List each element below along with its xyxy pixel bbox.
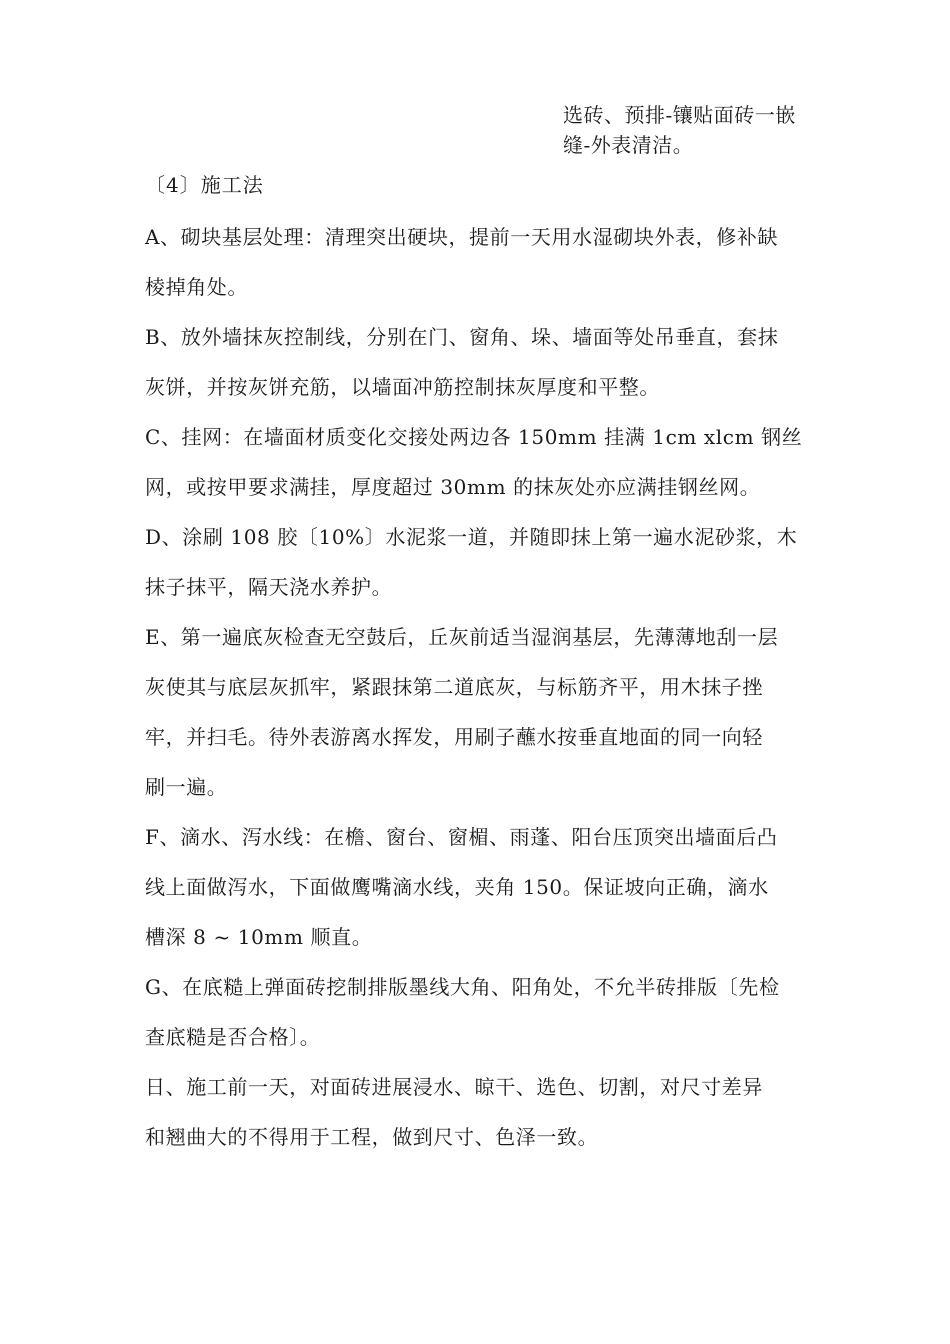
paragraph-e: [145, 619, 835, 819]
paragraph-line: 棱掉角处。: [145, 275, 248, 299]
paragraph-h: [145, 1069, 835, 1169]
body-text: [145, 219, 835, 1169]
paragraph-b: [145, 319, 835, 419]
paragraph-line: 灰饼，并按灰饼充筋，以墙面冲筋控制抹灰厚度和平整。: [145, 375, 660, 399]
paragraph-line: F、滴水、泻水线：在檐、窗台、窗楣、雨蓬、阳台压顶突出墙面后凸: [145, 825, 778, 849]
paragraph-d: [145, 519, 835, 619]
paragraph-line: D、涂刷 108 胶〔10%〕水泥浆一道，并随即抹上第一遍水泥砂浆，木: [145, 525, 798, 549]
paragraph-line: 槽深 8 ~ 10mm 顺直。: [145, 925, 373, 949]
section-heading: 〔4〕施工法: [145, 173, 264, 197]
paragraph-a: [145, 219, 835, 319]
paragraph-line: B、放外墙抹灰控制线，分别在门、窗角、垛、墙面等处吊垂直，套抹: [145, 325, 779, 349]
top-note: [563, 100, 843, 160]
paragraph-line: 日、施工前一天，对面砖进展浸水、晾干、选色、切割，对尺寸差异: [145, 1075, 763, 1099]
paragraph-line: 查底糙是否合格〕。: [145, 1025, 321, 1049]
paragraph-g: [145, 969, 835, 1069]
paragraph-line: 和翘曲大的不得用于工程，做到尺寸、色泽一致。: [145, 1125, 599, 1149]
paragraph-line: E、第一遍底灰检查无空鼓后，丘灰前适当湿润基层，先薄薄地刮一层: [145, 625, 779, 649]
paragraph-line: 牢，并扫毛。待外表游离水挥发，用刷子蘸水按垂直地面的同一向轻: [145, 725, 763, 749]
paragraph-line: 网，或按甲要求满挂，厚度超过 30mm 的抹灰处亦应满挂钢丝网。: [145, 475, 761, 499]
paragraph-line: 刷一遍。: [145, 775, 228, 799]
paragraph-line: A、砌块基层处理：清理突出硬块，提前一天用水湿砌块外表，修补缺: [145, 225, 779, 249]
paragraph-line: 线上面做泻水，下面做鹰嘴滴水线，夹角 150。保证坡向正确，滴水: [145, 875, 769, 899]
top-note-line: 选砖、预排-镶贴面砖一嵌: [563, 103, 796, 127]
top-note-line: 缝-外表清洁。: [563, 133, 694, 157]
paragraph-line: G、在底糙上弹面砖挖制排版墨线大角、阳角处，不允半砖排版〔先检: [145, 975, 780, 999]
paragraph-line: C、挂网：在墙面材质变化交接处两边各 150mm 挂满 1cm xlcm 钢丝: [145, 425, 803, 449]
paragraph-line: 灰使其与底层灰抓牢，紧跟抹第二道底灰，与标筋齐平，用木抹子挫: [145, 675, 763, 699]
paragraph-f: [145, 819, 835, 969]
paragraph-line: 抹子抹平，隔天浇水养护。: [145, 575, 393, 599]
paragraph-c: [145, 419, 835, 519]
